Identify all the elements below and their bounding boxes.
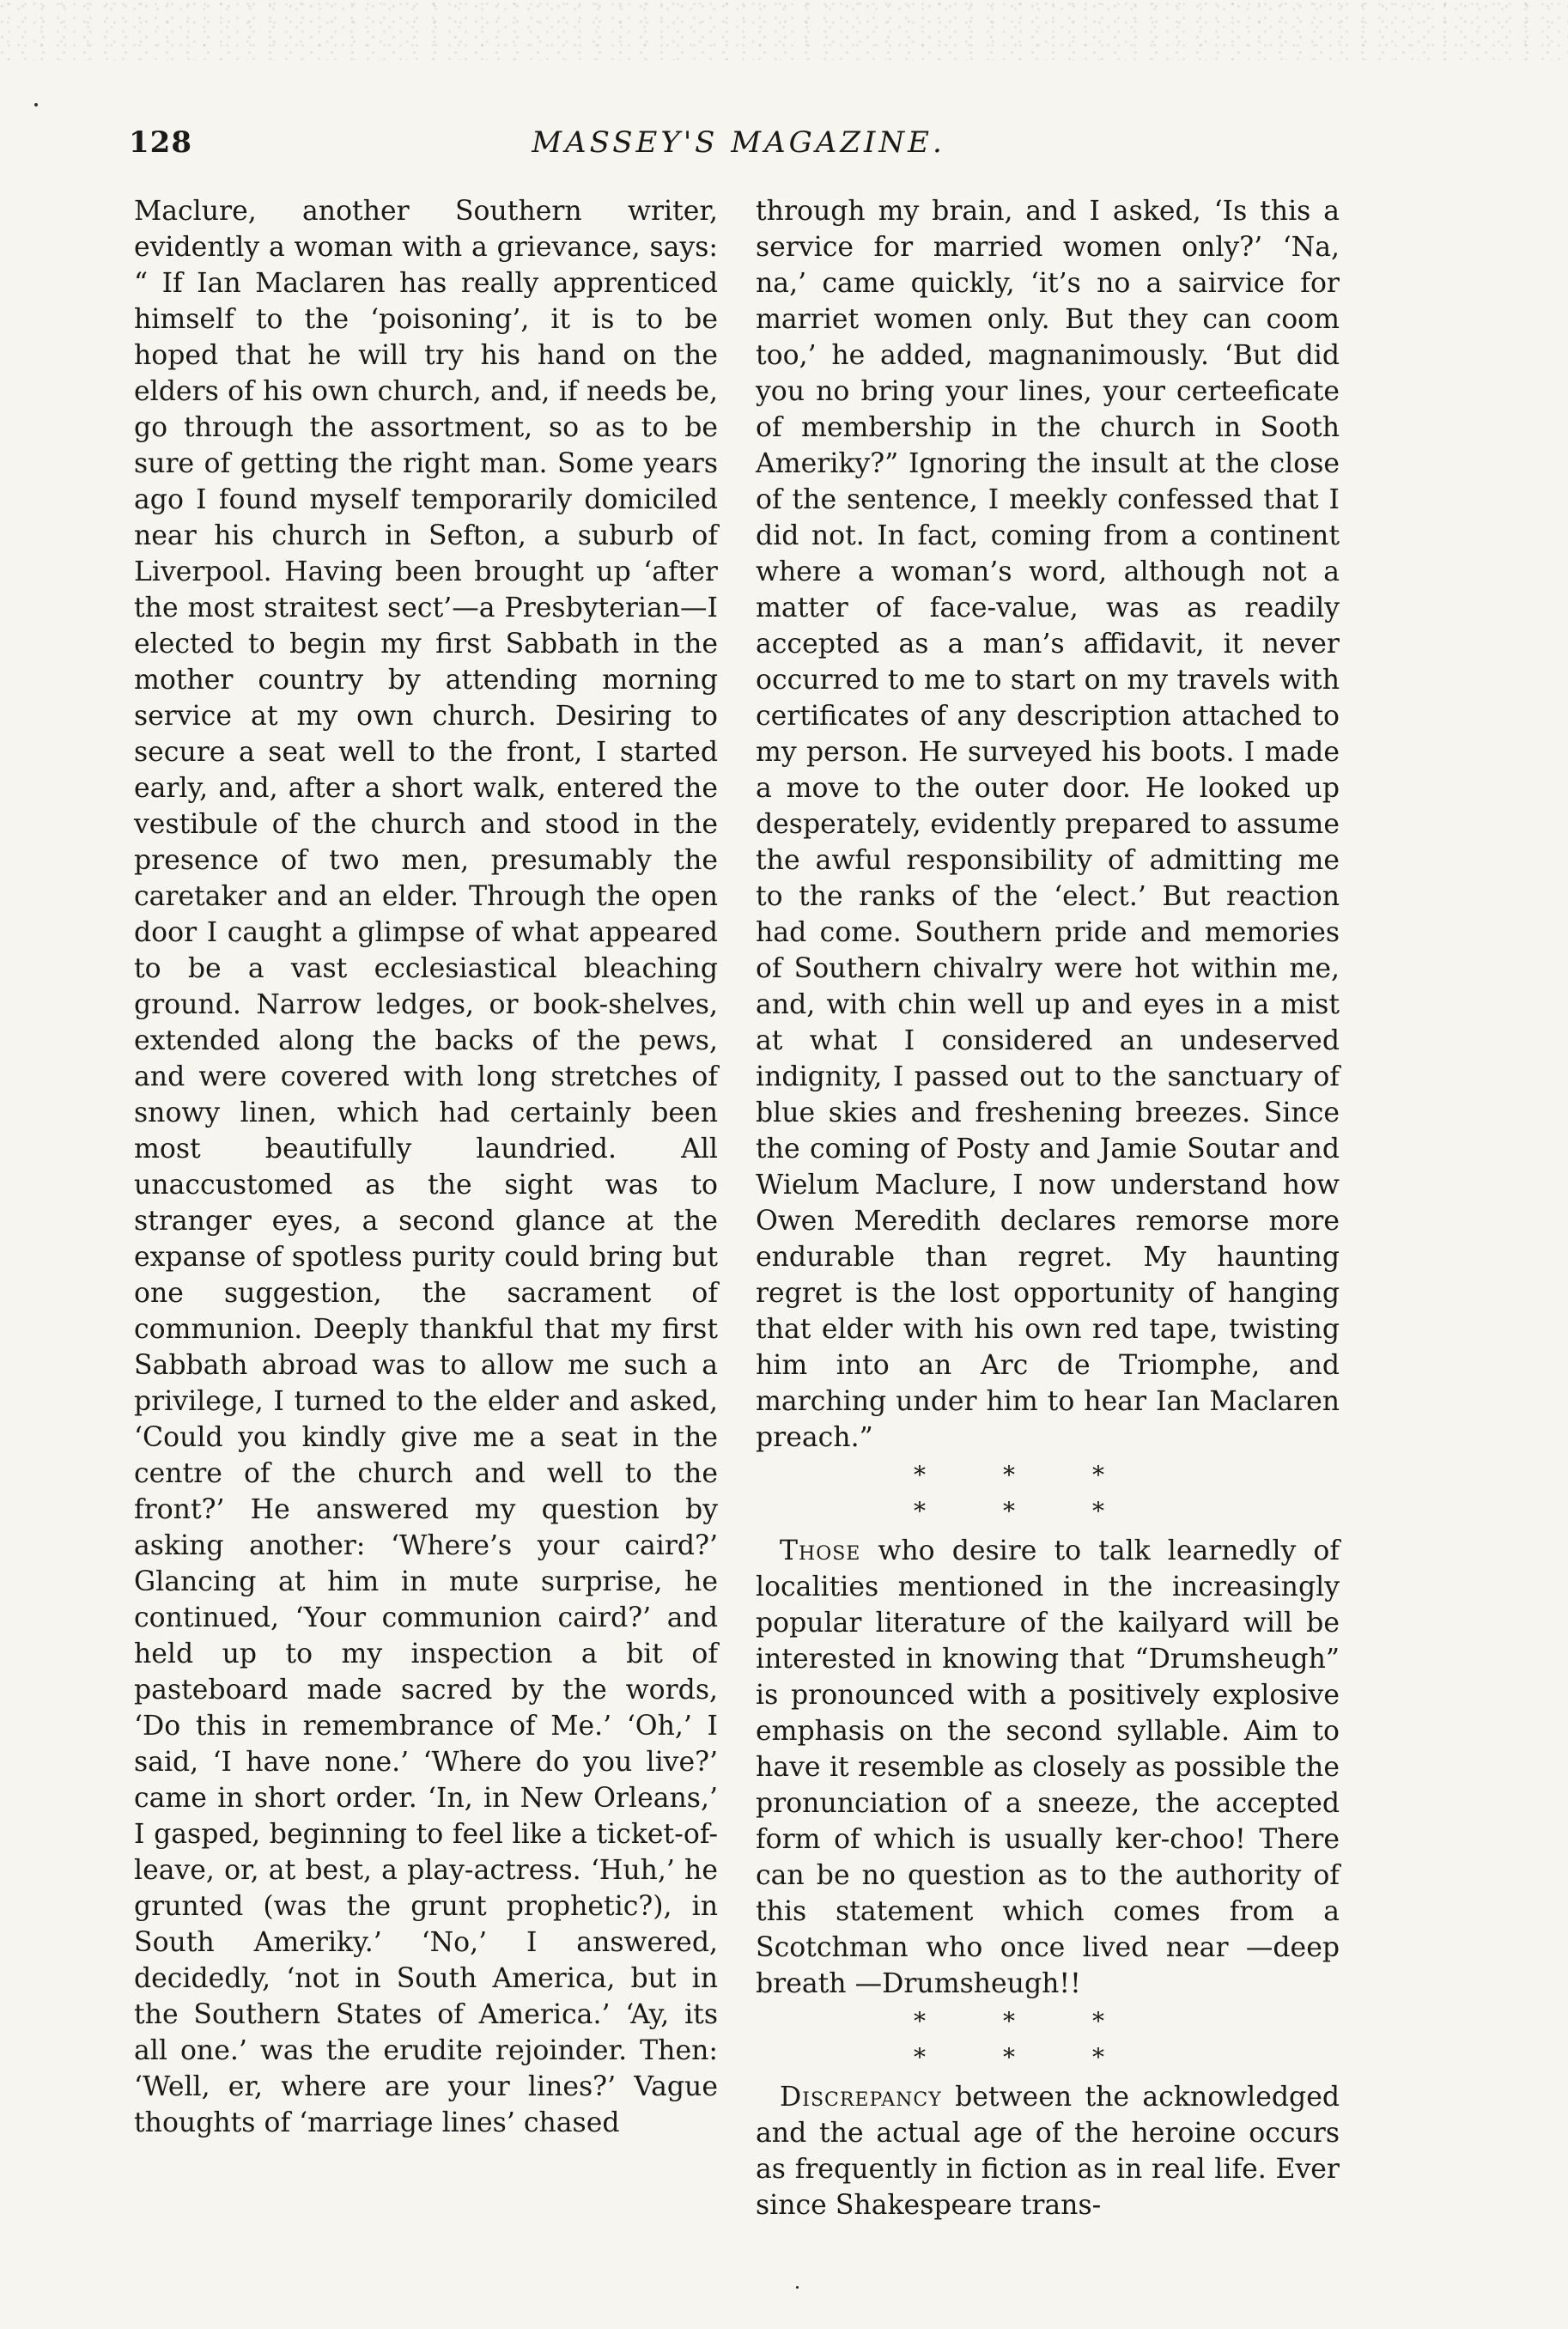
paragraph-3-body: between the acknowledged and the actual age of the heroine occurs as frequently in fiction as in real life. Ever since Shakespeare trans- bbox=[756, 2082, 1340, 2221]
running-title: MASSEY'S MAGAZINE. bbox=[532, 125, 945, 160]
right-column-paragraph-2 bbox=[756, 1533, 1340, 2002]
paragraph-2-body: who desire to talk learnedly of localities mentioned in the increasingly popular literature of the kailyard will be interested in knowing that “Drumsheugh” is pronounced with a positively explosive emphasis on the second syllable. Aim to have it resemble as closely as possible the pronunciation of a sneeze, the accepted form of which is usually ker-choo! There can be no question as to the authority of this statement which comes from a Scotchman who once lived near —deep breath —Drumsheugh!! bbox=[756, 1535, 1340, 1999]
right-column bbox=[756, 193, 1340, 2223]
left-column-text: Maclure, another Southern writer, evidently a woman with a grievance, says: “ If Ian Maclaren has really apprenticed himself to the ‘poisoning’, it is to be hoped that he will try his hand on the elders of his own church, and, if needs be, go through the assortment, so as to be sure of getting the right man. Some years ago I found myself temporarily domiciled near his church in Sefton, a suburb of Liverpool. Having been brought up ‘after the most straitest sect’—a Presbyterian—I elected to begin my first Sabbath in the mother country by attending morning service at my own church. Desiring to secure a seat well to the front, I started early, and, after a short walk, entered the vestibule of the church and stood in the presence of two men, presumably the caretaker and an elder. Through the open door I caught a glimpse of what appeared to be a vast ecclesiastical bleaching ground. Narrow ledges, or book-shelves, extended along the backs of the pews, and were covered with long stretches of snowy linen, which had certainly been most beautifully laundried. All unaccustomed as the sight was to stranger eyes, a second glance at the expanse of spotless purity could bring but one suggestion, the sacrament of communion. Deeply thankful that my first Sabbath abroad was to allow me such a privilege, I turned to the elder and asked, ‘Could you kindly give me a seat in the centre of the church and well to the front?’ He answered my question by asking another: ‘Where’s your caird?’ Glancing at him in mute surprise, he continued, ‘Your communion caird?’ and held up to my inspection a bit of pasteboard made sacred by the words, ‘Do this in remembrance of Me.’ ‘Oh,’ I said, ‘I have none.’ ‘Where do you live?’ came in short order. ‘In, in New Orleans,’ I gasped, beginning to feel like a ticket-of-leave, or, at best, a play-actress. ‘Huh,’ he grunted (was the grunt prophetic?), in South Ameriky.’ ‘No,’ I answered, decidedly, ‘not in South America, but in the Southern States of America.’ ‘Ay, its all one.’ was the erudite rejoinder. Then: ‘Well, er, where are your lines?’ Vague thoughts of ‘marriage lines’ chased bbox=[134, 196, 718, 2138]
paragraph-3-lead-word: Discrepancy bbox=[780, 2082, 942, 2113]
paragraph-2-lead-word: Those bbox=[780, 1535, 861, 1566]
asterism-separator-1: *** *** bbox=[914, 1461, 1182, 1525]
asterism-separator-2: *** *** bbox=[914, 2007, 1182, 2071]
page-header bbox=[129, 125, 1348, 168]
scan-speckle-top bbox=[0, 0, 1568, 60]
scan-mark-bottom bbox=[796, 2286, 799, 2289]
page-number: 128 bbox=[129, 125, 192, 160]
right-column-paragraph-1: through my brain, and I asked, ‘Is this a service for married women only?’ ‘Na, na,’ came quickly, ‘it’s no a sairvice for marriet women only. But they can coom too,’ he added, magnanimously. ‘But did you no bring your lines, your certeeficate of membership in the church in Sooth Ameriky?” Ignoring the insult at the close of the sentence, I meekly confessed that I did not. In fact, coming from a continent where a woman’s word, although not a matter of face-value, was as readily accepted as a man’s affidavit, it never occurred to me to start on my travels with certificates of any description attached to my person. He surveyed his boots. I made a move to the outer door. He looked up desperately, evidently prepared to assume the awful responsibility of admitting me to the ranks of the ‘elect.’ But reaction had come. Southern pride and memories of Southern chivalry were hot within me, and, with chin well up and eyes in a mist at what I considered an undeserved indignity, I passed out to the sanctuary of blue skies and freshening breezes. Since the coming of Posty and Jamie Soutar and Wielum Maclure, I now understand how Owen Meredith declares remorse more endurable than regret. My haunting regret is the lost opportunity of hanging that elder with his own red tape, twisting him into an Arc de Triomphe, and marching under him to hear Ian Maclaren preach.” bbox=[756, 196, 1340, 1453]
scan-dot bbox=[34, 103, 38, 106]
left-column bbox=[134, 193, 718, 2141]
right-column-paragraph-3 bbox=[756, 2079, 1340, 2223]
